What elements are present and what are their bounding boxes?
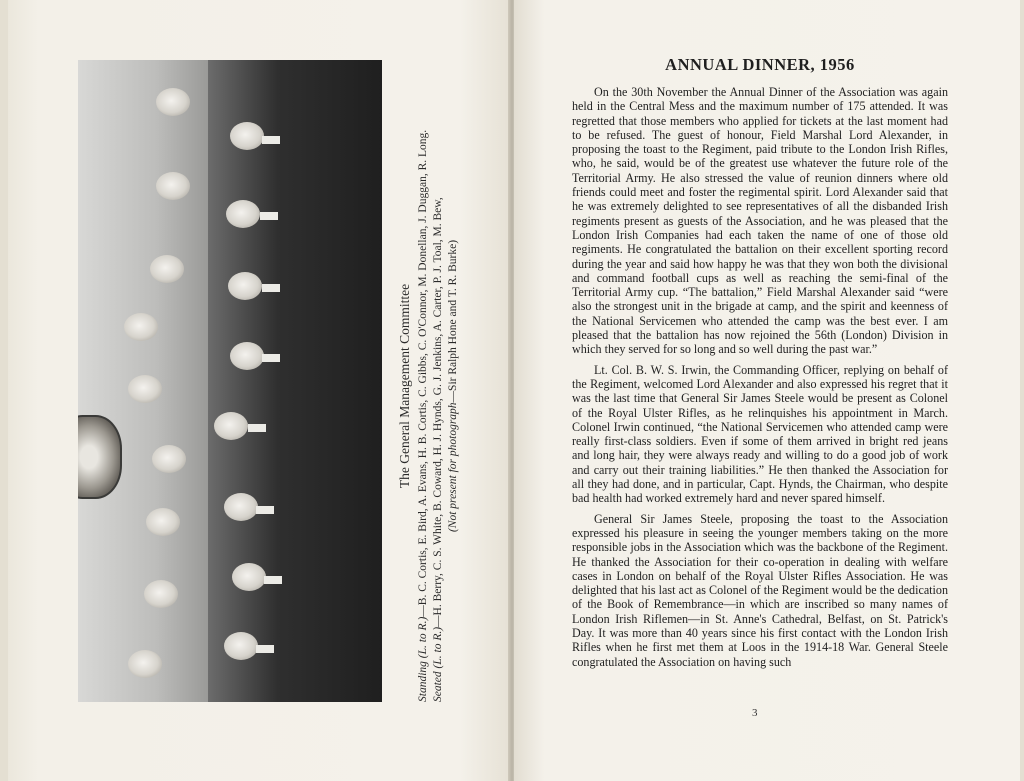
standing-member-face — [156, 172, 190, 200]
page-number: 3 — [752, 707, 758, 719]
shirt-collar — [262, 136, 280, 144]
shirt-collar — [262, 354, 280, 362]
standing-member-face — [150, 255, 184, 283]
article-paragraph-2: Lt. Col. B. W. S. Irwin, the Commanding Officer, replying on behalf of the Regiment, welcomed Lord Alexander and also expressed his regret that it was the last time that General Sir James Steele would be present as Colonel of the Royal Ulster Rifles, as he relinquishes his appointment in March. Colonel Irwin continued, “the National Servicemen who attended camp were really first-class soldiers. Even if some of them arrived in bright red jeans and long hair, they were always ready and willing to do a good job of work and carry out their training liabilities.” He then thanked the Association for all they had done, and in particular, Capt. Hynds, the Chairman, who despite bad health had worked extremely hard and never spared himself. — [572, 362, 948, 506]
shirt-collar — [248, 424, 266, 432]
regimental-crest-plaque — [78, 415, 122, 499]
caption-standing-line — [416, 70, 431, 702]
seated-member-face — [232, 563, 266, 591]
shirt-collar — [262, 284, 280, 292]
standing-member-face — [128, 650, 162, 678]
caption-seated-line — [431, 70, 446, 702]
shirt-collar — [256, 506, 274, 514]
standing-member-face — [152, 445, 186, 473]
shirt-collar — [256, 645, 274, 653]
standing-member-face — [128, 375, 162, 403]
caption-absent-label: (Not present for photograph — [447, 402, 459, 533]
seated-member-face — [228, 272, 262, 300]
standing-member-face — [144, 580, 178, 608]
article-paragraph-1: On the 30th November the Annual Dinner of the Association was again held in the Central Mess and the maximum number of 175 attended. It was regretted that those members who applied for tickets at the last moment had to be refused. The guest of honour, Field Marshal Lord Alexander, in proposing the toast to the Regiment, paid tribute to the London Irish Rifles, who, he said, would be of the greatest use whatever the future role of the Territorial Army. He also stressed the value of reunion dinners where old friends could meet and foster the regimental spirit. Lord Alexander said that he was extremely delighted to see representatives of all the disbanded Irish regiments present as guests of the Association, and he was pleased that the London Irish Companies had each taken the name of one of those old regiments. He congratulated the battalion on their excellent sporting record during the year and said how happy he was that they won both the divisional and command football cups as well as reaching the semi-final of the Territorial Army cup. “The battalion,” Field Marshal Alexander said “were also the strongest unit in the brigade at camp, and the spirit and keenness of the National Servicemen who attended the camp was the best ever. I am pleased that the battalion has now rejoined the 56th (London) Division in which they served for so long and so well during the past war.” — [572, 85, 948, 357]
caption-standing-names: —B. C. Cortis, E. Bird, A. Evans, H. B. Cortis, C. Gibbs, C. O'Connor, M. Donellan, J. Duggan, R. Long. — [417, 129, 429, 617]
annual-dinner-article — [572, 55, 948, 675]
standing-member-face — [124, 313, 158, 341]
shirt-collar — [260, 212, 278, 220]
seated-member-face — [224, 632, 258, 660]
caption-seated-names: —H. Berry, C. S. White, B. Coward, H. J. Hynds, G. J. Jenkins, A. Carter, P. J. Toal, M. Bew, — [432, 197, 444, 627]
seated-member-face — [226, 200, 260, 228]
caption-title: The General Management Committee — [397, 283, 412, 489]
standing-member-face — [156, 88, 190, 116]
caption-absent-line — [446, 70, 461, 702]
committee-group-photograph — [78, 60, 382, 702]
photo-caption — [397, 70, 461, 702]
seated-member-face — [224, 493, 258, 521]
photo-dark-suits-area — [208, 60, 382, 702]
caption-absent-names: —Sir Ralph Hone and T. R. Burke) — [447, 239, 459, 403]
seated-member-face — [230, 122, 264, 150]
standing-member-face — [146, 508, 180, 536]
shirt-collar — [264, 576, 282, 584]
seated-member-face — [214, 412, 248, 440]
article-paragraph-3: General Sir James Steele, proposing the toast to the Association expressed his pleasure in seeing the younger members taking on the more responsible jobs in the Association which was the backbone of the Regiment. He thanked the Association for their co-operation in dealing with welfare cases in London on behalf of the Royal Ulster Rifles Association. He was delighted that his last act as Colonel of the Regiment would be the dedication of the Book of Remembrance—in which are inscribed so many names of London Irish Riflemen—in St. Anne's Cathedral, Belfast, on St. Patrick's Day. It was more than 40 years since his first contact with the London Irish Rifles when he first met them at Loos in the 1914-18 War. General Steele congratulated the Association on having such — [572, 511, 948, 669]
caption-seated-label: Seated (L. to R.) — [432, 626, 444, 702]
seated-member-face — [230, 342, 264, 370]
article-heading: ANNUAL DINNER, 1956 — [665, 55, 855, 74]
photo-caption-block — [392, 70, 466, 702]
caption-standing-label: Standing (L. to R.) — [417, 616, 429, 702]
